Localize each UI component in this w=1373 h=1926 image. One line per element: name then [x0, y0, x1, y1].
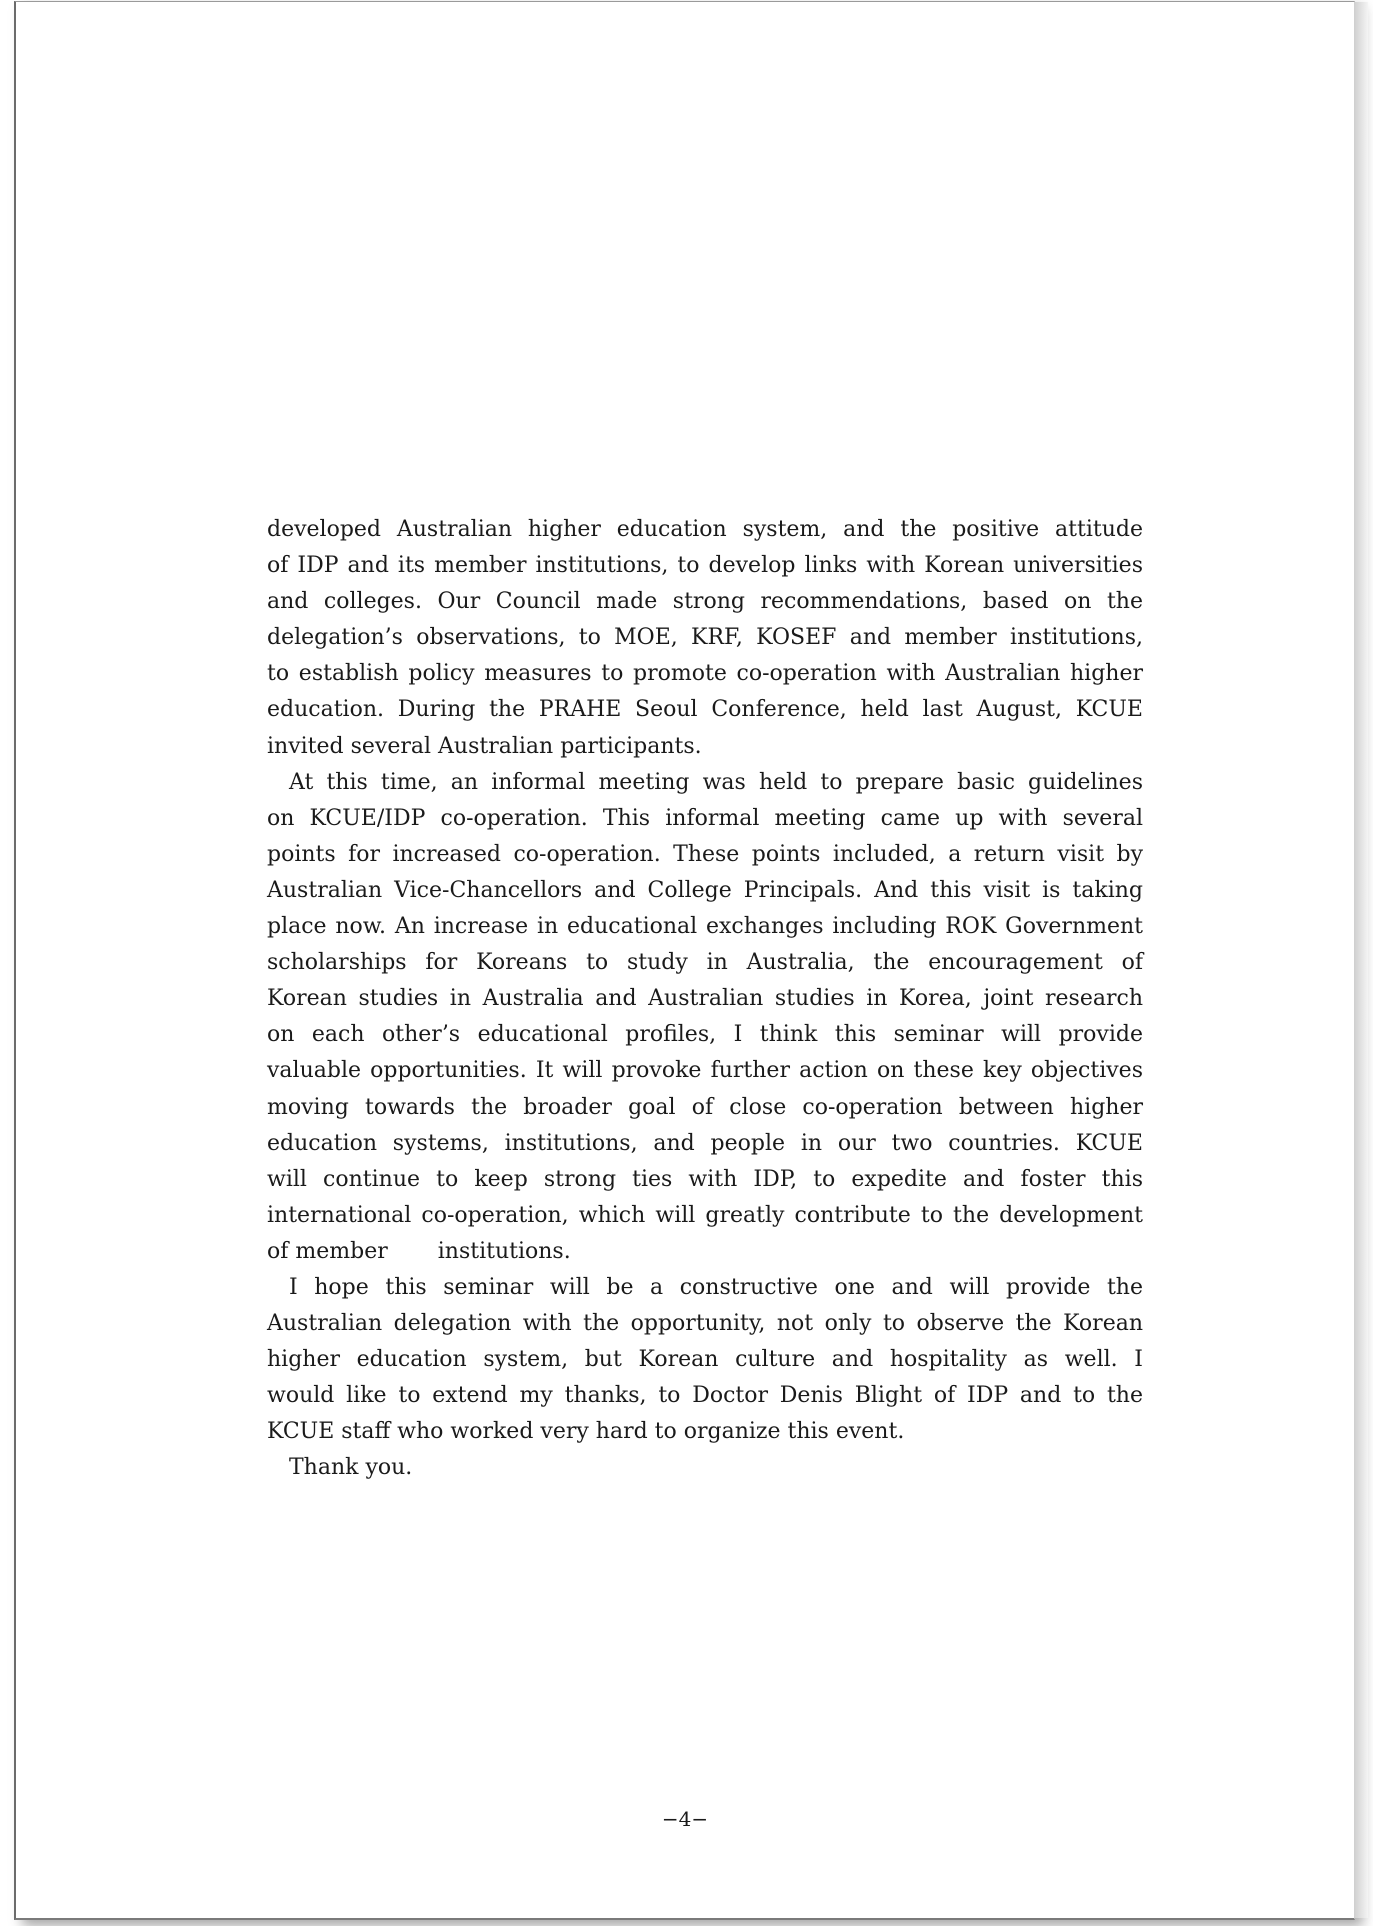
text-line: to establish policy measures to promote co-operation with Australian higher	[267, 661, 1143, 687]
paragraph-3	[267, 1270, 1143, 1450]
text-line: of IDP and its member institutions, to develop links with Korean universities	[267, 553, 1143, 579]
text-line: valuable opportunities. It will provoke further action on these key objectives	[267, 1058, 1143, 1084]
text-line: moving towards the broader goal of close co-operation between higher	[267, 1094, 1143, 1120]
text-line: I hope this seminar will be a constructive one and will provide the	[289, 1274, 1143, 1300]
text-line: invited several Australian participants.	[267, 733, 702, 759]
paragraph-2	[267, 765, 1143, 1270]
text-line: delegation’s observations, to MOE, KRF, KOSEF and member institutions,	[267, 625, 1143, 651]
text-line: will continue to keep strong ties with IDP, to expedite and foster this	[267, 1166, 1143, 1192]
text-line: international co-operation, which will greatly contribute to the development	[267, 1202, 1143, 1228]
text-line: Korean studies in Australia and Australian studies in Korea, joint research	[267, 986, 1143, 1012]
text-line: developed Australian higher education system, and the positive attitude	[267, 517, 1143, 542]
text-fragment: institutions.	[437, 1238, 571, 1264]
text-line: place now. An increase in educational exchanges including ROK Government	[267, 914, 1143, 940]
text-line: Thank you.	[289, 1455, 413, 1481]
text-line: on KCUE/IDP co-operation. This informal meeting came up with several	[267, 805, 1143, 831]
text-line: education. During the PRAHE Seoul Conference, held last August, KCUE	[267, 697, 1143, 723]
paragraph-4	[267, 1450, 1143, 1486]
text-line: points for increased co-operation. These points included, a return visit by	[267, 841, 1143, 867]
paragraph-1	[267, 512, 1143, 765]
text-line: on each other’s educational profiles, I think this seminar will provide	[267, 1022, 1143, 1048]
text-line: higher education system, but Korean culture and hospitality as well. I	[267, 1347, 1143, 1373]
text-line	[267, 1234, 1143, 1270]
text-line: KCUE staff who worked very hard to organize this event.	[267, 1419, 905, 1445]
text-line: would like to extend my thanks, to Doctor Denis Blight of IDP and to the	[267, 1383, 1143, 1409]
text-line: and colleges. Our Council made strong recommendations, based on the	[267, 589, 1143, 615]
body-text	[267, 512, 1143, 1487]
page-number: −4−	[661, 1807, 709, 1831]
text-line: Australian Vice-Chancellors and College Principals. And this visit is taking	[267, 877, 1143, 903]
document-page	[14, 1, 1355, 1920]
text-line: scholarships for Koreans to study in Australia, the encouragement of	[267, 950, 1143, 976]
text-line: Australian delegation with the opportunity, not only to observe the Korean	[267, 1311, 1143, 1337]
text-line: education systems, institutions, and people in our two countries. KCUE	[267, 1130, 1143, 1156]
text-line: At this time, an informal meeting was held to prepare basic guidelines	[289, 769, 1143, 795]
text-fragment: of member	[267, 1238, 388, 1264]
